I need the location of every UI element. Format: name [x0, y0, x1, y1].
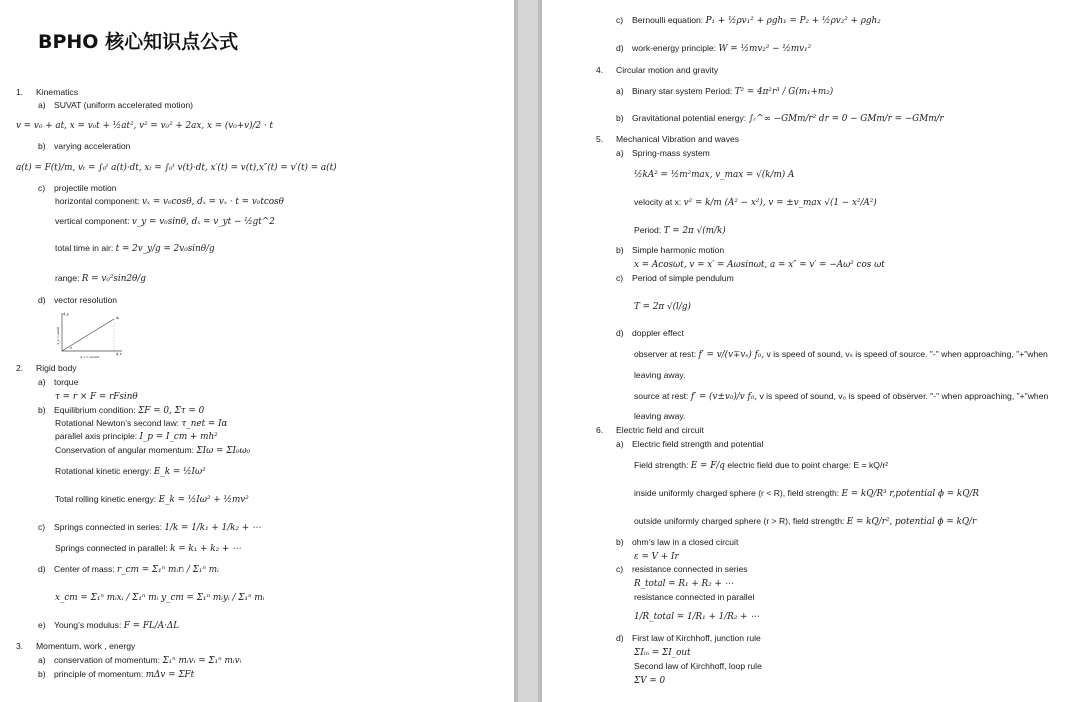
- item-text: outside uniformly charged sphere (r > R), field strength:: [634, 516, 847, 526]
- formula: T = 2π √(l/g): [634, 302, 691, 312]
- formula: ½kA² = ½m²max, v_max = √(k/m) A: [634, 170, 795, 180]
- y-axis-label: A_y: [63, 312, 69, 316]
- left-line: [38, 141, 130, 152]
- item-marker: 6.: [596, 425, 604, 435]
- item-text: Center of mass:: [54, 564, 118, 574]
- document-page-left: [0, 0, 514, 702]
- formula: ΣIᵢₙ = ΣI_out: [634, 648, 691, 658]
- left-line: [55, 592, 264, 604]
- right-line: [616, 564, 748, 575]
- right-line: [616, 537, 738, 548]
- item-text: vertical component:: [55, 216, 132, 226]
- item-marker: d): [616, 43, 624, 53]
- right-line: [634, 460, 888, 472]
- right-line: [634, 169, 794, 181]
- left-line: [16, 363, 77, 374]
- item-text: velocity at x:: [634, 197, 684, 207]
- item-text: observer at rest:: [634, 349, 699, 359]
- item-marker: d): [616, 633, 624, 643]
- left-line: [55, 466, 206, 478]
- left-line: [55, 445, 250, 457]
- formula: W = ½mv₂² − ½mv₁²: [718, 44, 812, 54]
- item-text: Field strength:: [634, 460, 691, 470]
- right-line: [634, 411, 685, 422]
- right-line: [634, 592, 754, 603]
- item-text: varying acceleration: [54, 141, 131, 151]
- item-text-continued: v is speed of sound, vₛ is speed of source. "-" when approaching, "+"when: [764, 349, 1048, 359]
- formula: E = F/q: [690, 461, 725, 471]
- item-text: Rotational kinetic energy:: [55, 466, 154, 476]
- left-line: [55, 418, 228, 430]
- item-marker: 5.: [596, 134, 604, 144]
- right-line: [616, 633, 761, 644]
- right-line: [616, 245, 724, 256]
- formula: E = kQ/r², potential ϕ = kQ/r: [846, 517, 977, 527]
- formula: 1/k = 1/k₁ + 1/k₂ + ⋯: [164, 523, 261, 533]
- left-line: [55, 391, 138, 403]
- item-text-continued: v is speed of sound, v₀ is speed of observer. "-" when approaching, "+"when: [757, 391, 1049, 401]
- right-line: [596, 65, 718, 76]
- item-text: total time in air:: [55, 243, 116, 253]
- item-text: Total rolling kinetic energy:: [55, 494, 159, 504]
- item-text: First law of Kirchhoff, junction rule: [632, 633, 761, 643]
- formula: τ_net = Iα: [181, 419, 228, 429]
- right-line: [634, 516, 976, 528]
- right-line: [596, 425, 704, 436]
- right-line: [616, 86, 833, 98]
- item-text: torque: [54, 377, 79, 387]
- item-marker: c): [38, 522, 46, 532]
- item-text: Spring-mass system: [632, 148, 710, 158]
- item-text: Simple harmonic motion: [632, 245, 725, 255]
- formula: v = v₀ + at, x = v₀t + ½at², v² = v₀² + 2ax, x = (v₀+v)/2 · t: [16, 121, 274, 131]
- item-marker: b): [616, 537, 624, 547]
- item-text: Young’s modulus:: [54, 620, 124, 630]
- item-text: horizontal component:: [55, 196, 142, 206]
- formula: ΣF = 0, Στ = 0: [138, 406, 205, 416]
- item-marker: b): [38, 405, 46, 415]
- left-line: [55, 216, 275, 228]
- formula: x_cm = Σ₁ⁿ mᵢxᵢ / Σ₁ⁿ mᵢ y_cm = Σ₁ⁿ mᵢyᵢ / Σ₁ⁿ mᵢ: [55, 593, 265, 603]
- left-line: [38, 100, 193, 111]
- item-marker: a): [616, 86, 624, 96]
- item-text: resistance connected in series: [632, 564, 748, 574]
- item-marker: b): [38, 141, 46, 151]
- left-line: [55, 431, 218, 443]
- item-marker: d): [38, 564, 46, 574]
- left-line: [38, 522, 261, 534]
- item-text: Rigid body: [36, 363, 77, 373]
- right-line: [616, 328, 684, 339]
- formula: x = Acosωt, v = x′ = Aωsinωt, a = x″ = v′ = −Aω² cos ωt: [634, 260, 885, 270]
- left-line: [38, 183, 117, 194]
- item-text: Springs connected in series:: [54, 522, 165, 532]
- item-text: Momentum, work , energy: [36, 641, 136, 651]
- formula: I_p = I_cm + mh²: [139, 432, 218, 442]
- vector-resolution-diagram: [56, 311, 126, 359]
- item-marker: a): [38, 100, 46, 110]
- document-title: BPHO 核心知识点公式: [38, 31, 239, 53]
- item-marker: b): [616, 113, 624, 123]
- vector-label: A: [116, 315, 119, 320]
- x-axis-label: A_x: [116, 352, 122, 356]
- formula: v² = k/m (A² − x²), v = ±v_max √(1 − x²/A²): [683, 198, 877, 208]
- x-component-label: A_x = Acosθ: [80, 355, 99, 359]
- left-line: [55, 543, 241, 555]
- item-marker: c): [616, 15, 624, 25]
- y-component-label: A_y = Asinθ: [56, 326, 60, 345]
- left-line: [55, 243, 215, 255]
- item-text: inside uniformly charged sphere (r < R), field strength:: [634, 488, 842, 498]
- item-text: projectile motion: [54, 183, 117, 193]
- item-text: conservation of momentum:: [54, 655, 163, 665]
- right-line: [616, 43, 811, 55]
- item-text: doppler effect: [632, 328, 684, 338]
- formula: R_total = R₁ + R₂ + ⋯: [634, 579, 734, 589]
- item-text: Springs connected in parallel:: [55, 543, 171, 553]
- angle-label: θ: [70, 346, 72, 350]
- left-line: [55, 494, 249, 506]
- formula: E_k = ½Iω² + ½mv²: [158, 495, 249, 505]
- item-text: vector resolution: [54, 295, 118, 305]
- item-marker: c): [616, 273, 624, 283]
- item-text: source at rest:: [634, 391, 691, 401]
- item-text: Binary star system Period:: [632, 86, 735, 96]
- formula: t = 2v_y/g = 2v₀sinθ/g: [115, 244, 215, 254]
- item-text: Second law of Kirchhoff, loop rule: [634, 661, 762, 671]
- formula: ε = V + Ir: [634, 552, 679, 562]
- formula: E_k = ½Iω²: [153, 467, 206, 477]
- left-line: [16, 87, 78, 98]
- formula: r_cm = Σ₁ⁿ mᵢrᵢ / Σ₁ⁿ mᵢ: [117, 565, 219, 575]
- item-text: Kinematics: [36, 87, 79, 97]
- item-marker: d): [38, 295, 46, 305]
- formula: 1/R_total = 1/R₁ + 1/R₂ + ⋯: [634, 612, 760, 622]
- right-line: [634, 488, 979, 500]
- left-line: [38, 669, 194, 681]
- right-line: [634, 611, 759, 623]
- left-line: [38, 620, 179, 632]
- item-marker: 2.: [16, 363, 24, 373]
- item-text: Rotational Newton’s second law:: [55, 418, 182, 428]
- item-text: leaving away.: [634, 370, 686, 380]
- formula: T = 2π √(m/k): [663, 226, 726, 236]
- formula: ∫ᵣ^∞ −GMm/r² dr = 0 − GMm/r = −GMm/r: [748, 114, 944, 124]
- right-line: [616, 148, 710, 159]
- left-line: [16, 162, 337, 174]
- formula: vₓ = v₀cosθ, dₓ = vₓ · t = v₀tcosθ: [141, 197, 284, 207]
- item-text: ohm’s law in a closed circuit: [632, 537, 739, 547]
- item-text: Electric field strength and potential: [632, 439, 764, 449]
- item-text-continued: electric field due to point charge: E = kQ/r²: [724, 460, 889, 470]
- item-marker: b): [38, 669, 46, 679]
- item-marker: a): [38, 655, 46, 665]
- item-text: Period:: [634, 225, 664, 235]
- formula: T² = 4π²r³ / G(m₁+m₂): [734, 87, 834, 97]
- item-marker: 1.: [16, 87, 24, 97]
- right-line: [634, 578, 733, 590]
- item-text: Electric field and circuit: [616, 425, 704, 435]
- item-marker: a): [38, 377, 46, 387]
- formula: f′ = (v±v₀)/v f₀,: [690, 392, 758, 402]
- item-text: range:: [55, 273, 82, 283]
- right-line: [634, 197, 877, 209]
- item-marker: a): [616, 439, 624, 449]
- item-text: resistance connected in parallel: [634, 592, 755, 602]
- right-line: [634, 391, 1048, 403]
- item-marker: c): [38, 183, 46, 193]
- item-marker: a): [616, 148, 624, 158]
- formula: τ = r × F = rFsinθ: [55, 392, 138, 402]
- formula: k = k₁ + k₂ + ⋯: [170, 544, 241, 554]
- item-text: Gravitational potential energy:: [632, 113, 749, 123]
- formula: Σ₁ⁿ mᵢvᵢ = Σ₁ⁿ mᵢvᵢ: [162, 656, 242, 666]
- right-line: [634, 551, 679, 563]
- item-text: Bernoulli equation:: [632, 15, 706, 25]
- right-line: [616, 273, 734, 284]
- item-marker: e): [38, 620, 46, 630]
- item-marker: 4.: [596, 65, 604, 75]
- right-line: [616, 439, 763, 450]
- left-line: [38, 377, 78, 388]
- formula: R = v₀²sin2θ/g: [81, 274, 146, 284]
- formula: ΣIω = ΣI₀ω₀: [196, 446, 251, 456]
- item-text: parallel axis principle:: [55, 431, 140, 441]
- right-line: [616, 113, 944, 125]
- item-text: leaving away.: [634, 411, 686, 421]
- formula: f′ = v/(v∓vₛ) f₀,: [698, 350, 765, 360]
- item-text: principle of momentum:: [54, 669, 146, 679]
- right-line: [634, 661, 762, 672]
- right-line: [616, 15, 881, 27]
- left-line: [55, 196, 284, 208]
- left-line: [38, 564, 219, 576]
- left-line: [16, 120, 273, 132]
- formula: E = kQ/R³ r,potential ϕ = kQ/R: [841, 489, 980, 499]
- item-text: Equilibrium condition:: [54, 405, 139, 415]
- formula: mΔv = ΣFt: [145, 670, 195, 680]
- left-line: [38, 655, 241, 667]
- left-line: [38, 405, 204, 417]
- item-text: Period of simple pendulum: [632, 273, 734, 283]
- right-line: [634, 225, 726, 237]
- formula: F = FL/A·ΔL: [123, 621, 180, 631]
- item-text: Circular motion and gravity: [616, 65, 719, 75]
- page-gutter: [514, 0, 542, 702]
- right-line: [596, 134, 739, 145]
- right-line: [634, 370, 685, 381]
- right-line: [634, 647, 691, 659]
- item-text: SUVAT (uniform accelerated motion): [54, 100, 193, 110]
- document-page-right: [542, 0, 1080, 702]
- item-marker: 3.: [16, 641, 24, 651]
- item-marker: d): [616, 328, 624, 338]
- left-line: [38, 295, 117, 306]
- formula: ΣV = 0: [634, 676, 666, 686]
- item-text: Conservation of angular momentum:: [55, 445, 197, 455]
- left-line: [16, 641, 135, 652]
- item-text: work-energy principle:: [632, 43, 719, 53]
- formula: a(t) = F(t)/m, vₜ = ∫₀ᵗ a(t)·dt, xₜ = ∫₀ᵗ v(t)·dt, x′(t) = v(t),x″(t) = v′(t) = a(t): [16, 163, 337, 173]
- item-marker: c): [616, 564, 624, 574]
- gutter-edge-left: [514, 0, 518, 702]
- formula: P₁ + ½ρv₁² + ρgh₁ = P₂ + ½ρv₂² + ρgh₂: [705, 16, 881, 26]
- right-line: [634, 259, 885, 271]
- right-line: [634, 301, 691, 313]
- formula: v_y = v₀sinθ, dₓ = v_yt − ½gt^2: [131, 217, 275, 227]
- item-text: Mechanical Vibration and waves: [616, 134, 740, 144]
- left-line: [55, 273, 146, 285]
- right-line: [634, 349, 1048, 361]
- right-line: [634, 675, 665, 687]
- item-marker: b): [616, 245, 624, 255]
